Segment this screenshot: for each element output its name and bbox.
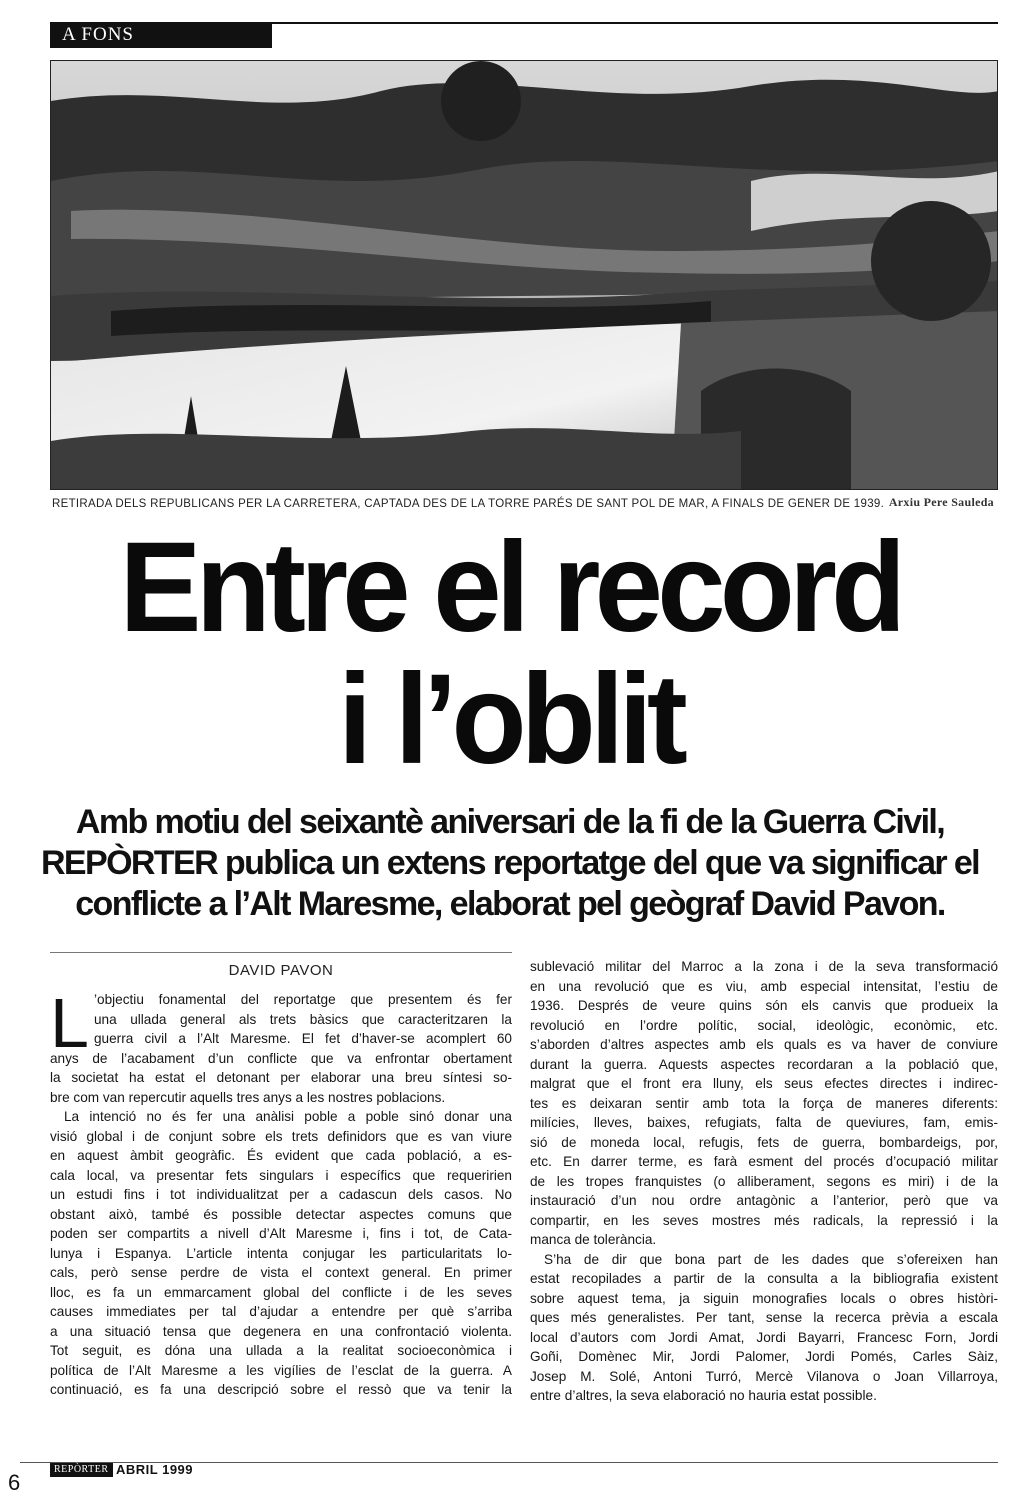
body-line: a una situació tensa que degenera en una confrontació violenta.: [50, 1323, 512, 1339]
body-line: lloc, es fa un emmarcament global del conflicte i de les seves: [50, 1284, 512, 1300]
body-line: 1936. Després de veure quins són els canvis que produeix la: [530, 998, 998, 1013]
body-line: anys de l’acabament d’un conflicte que va enfrontar obertament: [50, 1050, 512, 1066]
body-line: continuació, es fa una descripció sobre el ressò que va tenir la: [50, 1382, 512, 1397]
body-line: sublevació militar del Marroc a la zona i de la seva transformació: [530, 959, 998, 974]
body-line: durant la guerra. Aquests aspectes recordaran a la població que,: [530, 1056, 998, 1072]
byline: DAVID PAVON: [228, 962, 334, 979]
body-line: bre com van repercutir aquells tres anys a les nostres poblacions.: [50, 1089, 446, 1105]
body-line: ques més generalistes. Per tant, sense la recerca prèvia a escala: [530, 1310, 998, 1325]
body-line: guerra civil a l’Alt Maresme. El fet d’haver-se acomplert 60: [94, 1031, 512, 1046]
body-line: estat recopilades a partir de la consulta a la bibliografia existent: [530, 1271, 998, 1286]
subtitle-line-2: REPÒRTER publica un extens reportatge del que va significar el: [40, 844, 980, 882]
body-line: de les tropes franquistes (o alliberament, segons es miri) i de la: [530, 1173, 998, 1189]
photo-caption: [52, 495, 998, 514]
historic-photo-icon: [51, 61, 998, 490]
body-line: Tot seguit, es dóna una ullada a la realitat socioeconòmica i: [50, 1343, 512, 1358]
body-line: un estudi fins i tot individualitzat per a cadascun dels casos. No: [50, 1187, 512, 1202]
historic-photo: [50, 60, 998, 490]
left-column: [50, 984, 512, 1400]
photo-credit: Arxiu Pere Sauleda: [888, 495, 994, 509]
magazine-logo: REPÒRTER: [50, 1463, 113, 1477]
body-line: revolució en l’ordre polític, social, ideològic, econòmic, etc.: [530, 1017, 998, 1033]
section-tag: A FONS: [50, 22, 272, 48]
body-line: cals, però sense perdre de vista el context general. En primer: [50, 1265, 512, 1280]
body-line: en una revolució que es viu, amb especial intensitat, l’estiu de: [530, 978, 998, 994]
body-line: obstant això, també és possible detectar aspectes comuns que: [50, 1206, 512, 1222]
subtitle-line-3: conflicte a l’Alt Maresme, elaborat pel geògraf David Pavon.: [75, 885, 945, 923]
body-line: política de l’Alt Maresme a les vigílies de l’esclat de la guerra. A: [50, 1362, 512, 1378]
body-line: malgrat que el front era lluny, els seus efectes directes i indirec-: [530, 1076, 998, 1091]
body-line: Goñi, Domènec Mir, Jordi Palomer, Jordi Pomés, Carles Sàiz,: [530, 1349, 998, 1364]
subtitle-line-1: Amb motiu del seixantè aniversari de la fi de la Guerra Civil,: [75, 803, 945, 841]
body-line: ’objectiu fonamental del reportatge que presentem és fer: [94, 992, 512, 1007]
body-line: milícies, lleves, baixes, refugiats, falta de queviures, fam, emis-: [530, 1115, 998, 1130]
headline-line-1: Entre el record: [119, 516, 901, 659]
body-line: instauració d’un nou ordre antagònic a l’anterior, però que va: [530, 1193, 998, 1208]
headline-line-2: i l’oblit: [337, 648, 683, 791]
body-line: la societat ha estat el detonant per elaborar una breu síntesi so-: [50, 1070, 512, 1085]
caption-text: RETIRADA DELS REPUBLICANS PER LA CARRETERA, CAPTADA DES DE LA TORRE PARÉS DE SANT POL DE MAR, A FINALS DE GENER DE 1939.: [52, 498, 885, 510]
right-column: [530, 957, 998, 1406]
body-line: S’ha de dir que bona part de les dades que s’ofereixen han: [544, 1251, 998, 1267]
body-line: cala local, va presentar fets singulars i específics que requeririen: [50, 1167, 512, 1183]
body-line: Josep M. Solé, Antoni Turró, Mercè Vilanova o Joan Villarroya,: [530, 1368, 998, 1384]
body-line: visió global i de conjunt sobre els trets definidors que es van viure: [50, 1128, 512, 1144]
body-line: causes immediates per tal d’ajudar a entendre per què s’arriba: [50, 1304, 512, 1319]
body-line: sió de moneda local, refugis, fets de guerra, bombardeigs, por,: [530, 1134, 998, 1150]
drop-cap: L: [50, 984, 89, 1062]
body-line: compartir, en les seves mostres més radicals, la repressió i la: [530, 1212, 998, 1228]
headline: [59, 516, 961, 791]
body-line: etc. En darrer terme, es farà esment del procés d’ocupació militar: [530, 1154, 998, 1169]
byline-rule: [50, 952, 512, 953]
body-line: lunya i Espanya. L’article intenta conjugar les particularitats lo-: [50, 1245, 512, 1261]
body-line: entre d’altres, la seva elaboració no hauria estat possible.: [530, 1388, 877, 1403]
subtitle: [40, 802, 980, 925]
body-line: en aquest àmbit geogràfic. És evident que cada població, a es-: [50, 1148, 512, 1163]
page-number: 6: [8, 1470, 21, 1495]
issue-date: ABRIL 1999: [116, 1462, 194, 1477]
body-line: tes es deixaran sentir amb tota la força de maneres diferents:: [530, 1095, 998, 1111]
body-line: s’aborden d’altres aspectes amb els quals es va haver de conviure: [530, 1037, 998, 1052]
body-line: una ullada general als trets bàsics que caracteritzaren la: [94, 1011, 512, 1027]
body-line: poden ser compartits a nivell d’Alt Maresme i, fins i tot, de Cata-: [50, 1226, 512, 1241]
body-line: La intenció no és fer una anàlisi poble a poble sinó donar una: [64, 1109, 512, 1124]
body-line: sobre aquest tema, ja siguin monografies locals o obres històri-: [530, 1290, 998, 1306]
body-line: local d’autors com Jordi Amat, Jordi Bayarri, Francesc Forn, Jordi: [530, 1329, 998, 1345]
body-line: manca de tolerància.: [530, 1232, 657, 1247]
